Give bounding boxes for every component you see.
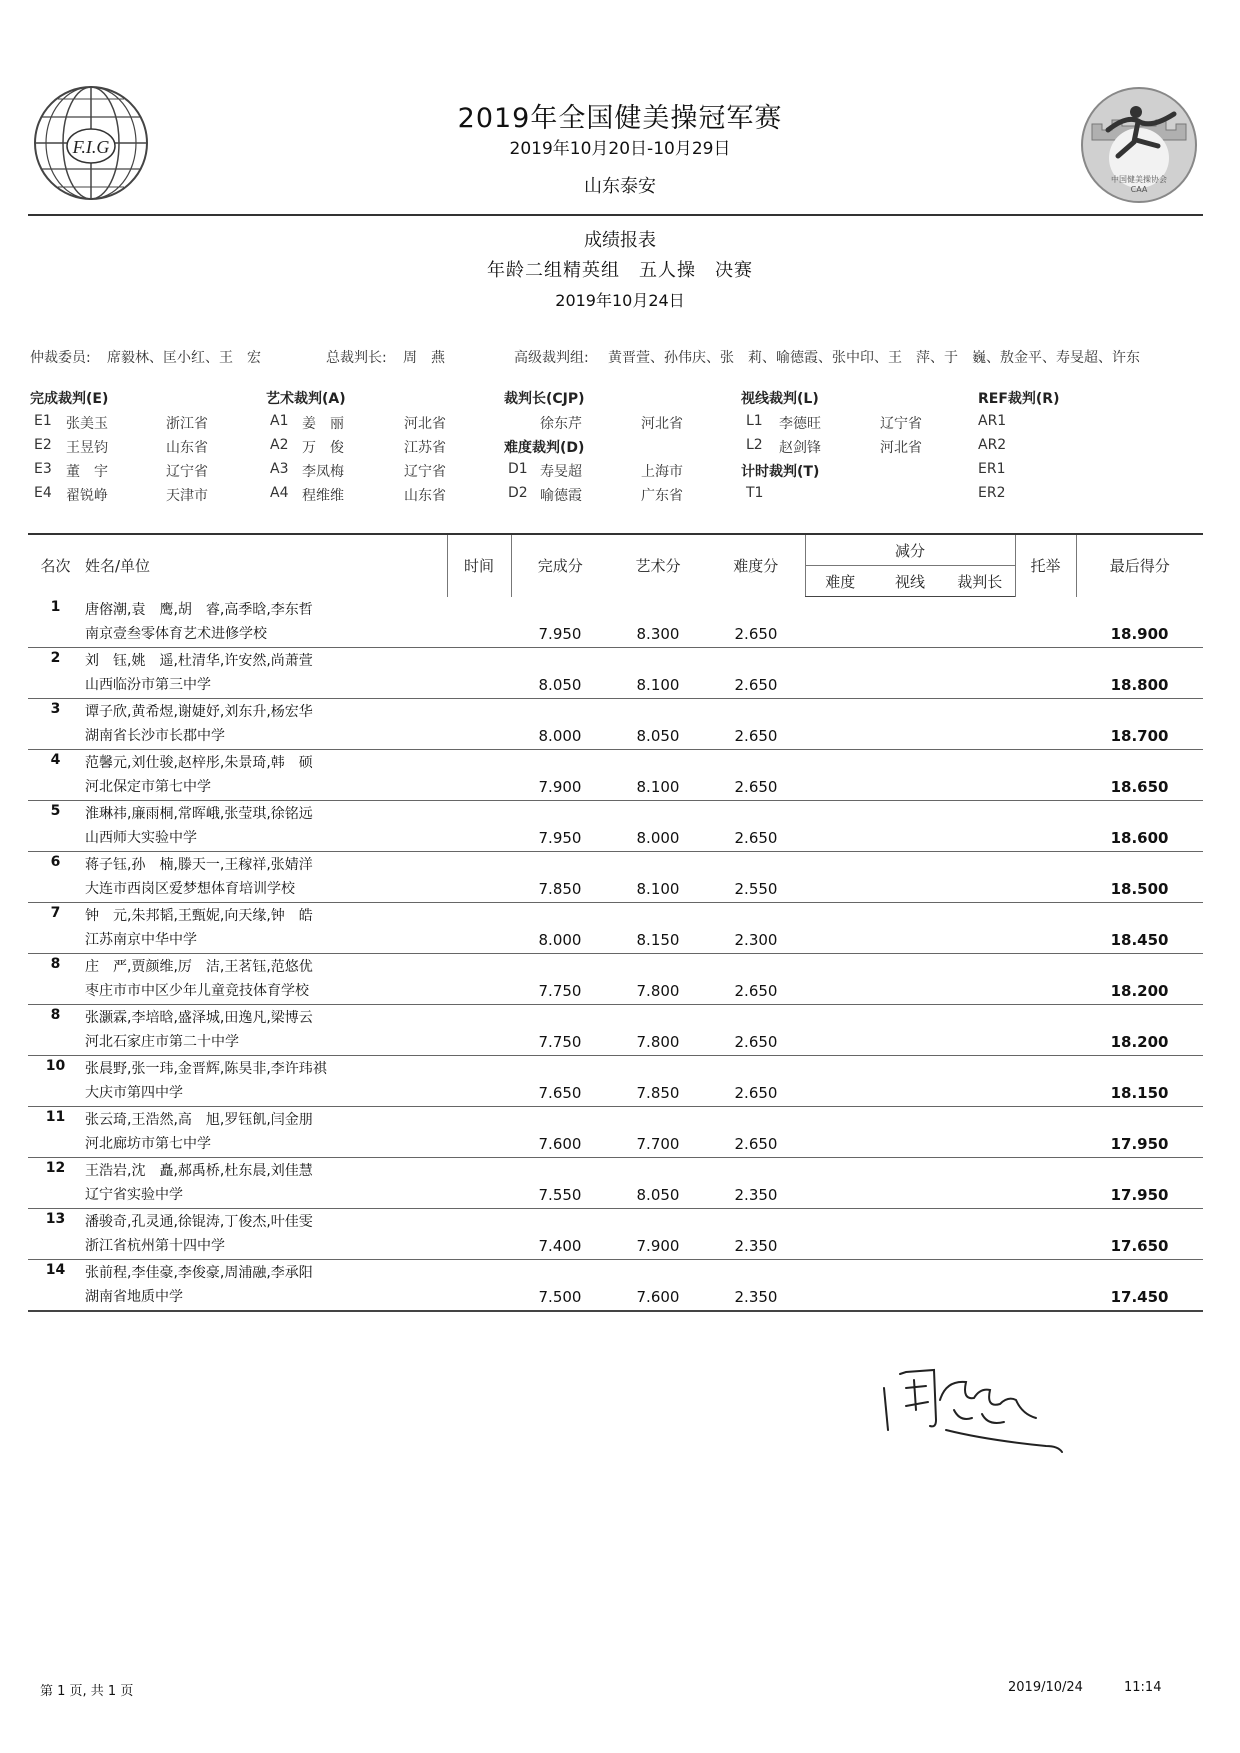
svg-text:F.I.G: F.I.G [72,137,110,157]
final-score: 17.950 [1110,1186,1169,1204]
athlete-cell [83,1260,447,1312]
judge-province: 河北省 [404,416,446,432]
final-score-header: 最后得分 [1076,534,1203,597]
athlete-unit: 湖南省地质中学 [85,1289,183,1305]
athlete-names: 张灏霖,李培晗,盛泽城,田逸凡,梁博云 [85,1010,313,1026]
athlete-unit: 河北保定市第七中学 [85,779,211,795]
deduction-line-header: 视线 [875,566,945,597]
difficulty-score: 2.650 [734,676,778,694]
judge-province: 山东省 [404,488,446,504]
print-date: 2019/10/24 [1008,1680,1083,1695]
athlete-cell [83,1158,447,1209]
judge-code: D2 [508,485,528,501]
judge-code: E3 [34,461,52,477]
execution-score: 7.950 [538,625,582,643]
artistic-score: 8.100 [636,880,680,898]
execution-score: 7.900 [538,778,582,796]
rank-cell: 13 [45,1211,66,1227]
event-dates: 2019年10月20日-10月29日 [509,139,731,159]
judge-code: E4 [34,485,52,501]
event-venue: 山东泰安 [584,176,656,197]
judge-name: 喻德霞 [540,488,582,504]
judge-code: A3 [270,461,289,477]
execution-score: 8.050 [538,676,582,694]
artistic-score: 8.100 [636,778,680,796]
report-title: 成绩报表 [584,230,656,251]
athlete-names: 淮琳祎,廉雨桐,常晖峨,张莹琪,徐铭远 [85,806,313,822]
difficulty-score: 2.650 [734,727,778,745]
judge-code: A1 [270,413,289,429]
athlete-unit: 河北石家庄市第二十中学 [85,1034,239,1050]
chief-judge-name: 周 燕 [403,350,445,366]
execution-score: 7.950 [538,829,582,847]
signature-icon [876,1360,1076,1470]
athlete-names: 唐傛潮,袁 鹰,胡 睿,高季晗,李东哲 [85,601,313,618]
artistic-score: 8.000 [636,829,680,847]
deduction-difficulty-header: 难度 [805,566,875,597]
athlete-cell [83,1056,447,1107]
athlete-cell [83,648,447,699]
athlete-names: 张晨野,张一玮,金晋辉,陈昊非,李许玮祺 [85,1061,327,1077]
line-judges-label: 视线裁判(L) [741,391,819,407]
athlete-names: 张云琦,王浩然,高 旭,罗钰飢,闫金朋 [85,1112,313,1128]
table-row [28,1107,1203,1158]
event-title: 2019年全国健美操冠军赛 [457,103,783,134]
print-time: 11:14 [1124,1680,1162,1695]
final-score: 18.800 [1110,676,1169,694]
athlete-unit: 枣庄市市中区少年儿童竞技体育学校 [85,983,309,999]
judge-code: L2 [746,437,763,453]
execution-header: 完成分 [511,534,609,597]
execution-score: 7.400 [538,1237,582,1255]
athlete-cell [83,903,447,954]
athlete-unit: 浙江省杭州第十四中学 [85,1238,225,1254]
final-score: 18.150 [1110,1084,1169,1102]
deduction-cjp-header: 裁判长 [945,566,1015,597]
artistic-score: 8.050 [636,727,680,745]
judge-name: 赵剑锋 [779,440,821,456]
rank-cell: 14 [45,1262,66,1278]
chief-judge-label: 总裁判长: [326,350,387,366]
judge-province: 辽宁省 [166,464,208,480]
artistic-score: 7.800 [636,1033,680,1051]
rank-header: 名次 [28,534,83,597]
difficulty-score: 2.650 [734,1135,778,1153]
final-score: 17.650 [1110,1237,1169,1255]
difficulty-score: 2.300 [734,931,778,949]
rank-cell: 2 [50,650,61,666]
difficulty-score: 2.650 [734,829,778,847]
final-score: 18.700 [1110,727,1169,745]
difficulty-score: 2.350 [734,1288,778,1306]
athlete-unit: 江苏南京中华中学 [85,932,197,948]
execution-score: 7.600 [538,1135,582,1153]
execution-score: 7.750 [538,982,582,1000]
svg-text:CAA: CAA [1130,185,1148,194]
final-score: 17.450 [1110,1288,1169,1306]
athlete-names: 谭子欣,黄希煜,谢婕妤,刘东升,杨宏华 [85,704,313,720]
time-header: 时间 [447,534,511,597]
rank-cell: 11 [45,1109,66,1125]
senior-panel-names: 黄晋萱、孙伟庆、张 莉、喻德霞、张中印、王 萍、于 巍、敖金平、寿旻超、许东 [608,350,1140,366]
execution-score: 7.550 [538,1186,582,1204]
difficulty-score: 2.650 [734,625,778,643]
table-row [28,597,1203,648]
judge-code: A4 [270,485,289,501]
athlete-cell [83,597,447,648]
artistic-score: 8.100 [636,676,680,694]
difficulty-score: 2.650 [734,778,778,796]
athlete-cell [83,750,447,801]
rank-cell: 8 [50,1007,61,1023]
athlete-names: 钟 元,朱邦韬,王甄妮,向天缘,钟 皓 [85,908,313,924]
difficulty-score: 2.350 [734,1186,778,1204]
difficulty-score: 2.650 [734,1033,778,1051]
difficulty-score: 2.350 [734,1237,778,1255]
athlete-unit: 河北廊坊市第七中学 [85,1136,211,1152]
final-score: 17.950 [1110,1135,1169,1153]
execution-score: 7.650 [538,1084,582,1102]
rank-cell: 5 [50,803,61,819]
artistic-score: 8.150 [636,931,680,949]
judge-code: E1 [34,413,52,429]
table-row [28,699,1203,750]
judge-name: 王昱钧 [66,440,108,456]
judge-code: ER2 [978,485,1006,501]
lift-header: 托举 [1015,534,1076,597]
judge-province: 辽宁省 [880,416,922,432]
table-row [28,1158,1203,1209]
judge-province: 河北省 [880,440,922,456]
artistic-score: 7.900 [636,1237,680,1255]
judge-province: 上海市 [641,464,683,480]
table-row [28,1260,1203,1312]
difficulty-score: 2.650 [734,1084,778,1102]
header-divider [28,214,1203,216]
results-table [28,533,1203,1312]
table-row [28,1056,1203,1107]
judge-code: AR1 [978,413,1007,429]
cjp-label: 裁判长(CJP) [504,391,585,407]
judge-name: 翟锐峥 [66,488,108,504]
athlete-unit: 大庆市第四中学 [85,1085,183,1101]
final-score: 18.650 [1110,778,1169,796]
execution-judges-label: 完成裁判(E) [30,391,109,407]
execution-score: 8.000 [538,727,582,745]
judge-code: T1 [746,485,764,501]
table-row [28,1209,1203,1260]
difficulty-score: 2.650 [734,982,778,1000]
report-date: 2019年10月24日 [555,291,685,310]
athlete-cell [83,852,447,903]
judge-code: AR2 [978,437,1007,453]
table-row [28,954,1203,1005]
report-category: 年龄二组精英组 五人操 决赛 [487,260,753,281]
judge-code: A2 [270,437,289,453]
athlete-unit: 湖南省长沙市长郡中学 [85,728,225,744]
athlete-cell [83,801,447,852]
difficulty-header: 难度分 [707,534,805,597]
judge-province: 浙江省 [166,416,208,432]
name-header: 姓名/单位 [83,534,447,597]
athlete-cell [83,1107,447,1158]
rank-cell: 3 [50,701,61,717]
judge-name: 李德旺 [779,416,821,432]
deductions-header: 减分 [805,534,1015,566]
final-score: 18.600 [1110,829,1169,847]
artistic-score: 8.300 [636,625,680,643]
judge-name: 董 宇 [66,464,108,480]
senior-panel-label: 高级裁判组: [514,350,589,366]
execution-score: 7.500 [538,1288,582,1306]
judge-name: 徐东芹 [540,416,582,432]
athlete-names: 王浩岩,沈 矗,郝禹桥,杜东晨,刘佳慧 [85,1163,313,1179]
final-score: 18.200 [1110,1033,1169,1051]
judge-province: 天津市 [166,488,208,504]
artistic-score: 7.700 [636,1135,680,1153]
athlete-unit: 辽宁省实验中学 [85,1187,183,1203]
table-row [28,1005,1203,1056]
rank-cell: 1 [50,598,61,615]
athlete-names: 蒋子钰,孙 楠,滕天一,王稼祥,张婧洋 [85,857,313,873]
final-score: 18.900 [1110,625,1169,643]
judge-province: 辽宁省 [404,464,446,480]
final-score: 18.450 [1110,931,1169,949]
rank-cell: 6 [50,854,61,870]
athlete-names: 刘 钰,姚 遥,杜清华,许安然,尚萧萱 [85,653,313,669]
judge-name: 姜 丽 [302,416,344,432]
ref-judges-label: REF裁判(R) [978,391,1060,407]
artistic-judges-label: 艺术裁判(A) [266,391,346,407]
svg-text:中国健美操协会: 中国健美操协会 [1111,175,1167,184]
judge-name: 寿旻超 [540,464,582,480]
table-row [28,750,1203,801]
athlete-cell [83,954,447,1005]
artistic-header: 艺术分 [609,534,707,597]
rank-cell: 12 [45,1160,66,1176]
page-number: 第 1 页, 共 1 页 [40,1684,134,1699]
difficulty-judges-label: 难度裁判(D) [504,440,585,456]
table-row [28,903,1203,954]
athlete-unit: 南京壹叁零体育艺术进修学校 [85,625,267,642]
athlete-names: 潘骏奇,孔灵通,徐锟涛,丁俊杰,叶佳雯 [85,1214,313,1230]
judge-name: 程维维 [302,488,344,504]
signature [876,1360,1076,1470]
judge-province: 山东省 [166,440,208,456]
execution-score: 8.000 [538,931,582,949]
athlete-cell [83,1005,447,1056]
jury-label: 仲裁委员: [30,350,91,366]
rank-cell: 10 [45,1058,66,1074]
judge-province: 江苏省 [404,440,446,456]
judge-code: D1 [508,461,528,477]
judge-province: 广东省 [641,488,683,504]
rank-cell: 8 [50,956,61,972]
artistic-score: 7.850 [636,1084,680,1102]
judge-name: 李凤梅 [302,464,344,480]
table-row [28,648,1203,699]
difficulty-score: 2.550 [734,880,778,898]
artistic-score: 7.600 [636,1288,680,1306]
time-judge-label: 计时裁判(T) [741,464,820,480]
judge-province: 河北省 [641,416,683,432]
artistic-score: 8.050 [636,1186,680,1204]
judge-code: L1 [746,413,763,429]
execution-score: 7.750 [538,1033,582,1051]
table-row [28,852,1203,903]
rank-cell: 7 [50,905,61,921]
athlete-unit: 大连市西岗区爱梦想体育培训学校 [85,881,295,897]
athlete-unit: 山西临汾市第三中学 [85,677,211,693]
final-score: 18.200 [1110,982,1169,1000]
athlete-unit: 山西师大实验中学 [85,830,197,846]
artistic-score: 7.800 [636,982,680,1000]
table-row [28,801,1203,852]
athlete-cell [83,699,447,750]
athlete-names: 庄 严,贾颜维,厉 洁,王茗钰,范悠优 [85,959,313,975]
judge-name: 万 俊 [302,440,344,456]
athlete-names: 范馨元,刘仕骏,赵梓彤,朱景琦,韩 硕 [85,755,313,771]
final-score: 18.500 [1110,880,1169,898]
judge-name: 张美玉 [66,416,108,432]
jury-names: 席毅林、匡小红、王 宏 [107,350,261,366]
rank-cell: 4 [50,752,61,768]
judge-code: E2 [34,437,52,453]
judge-code: ER1 [978,461,1006,477]
execution-score: 7.850 [538,880,582,898]
athlete-names: 张前程,李佳豪,李俊豪,周浦融,李承阳 [85,1265,313,1281]
athlete-cell [83,1209,447,1260]
